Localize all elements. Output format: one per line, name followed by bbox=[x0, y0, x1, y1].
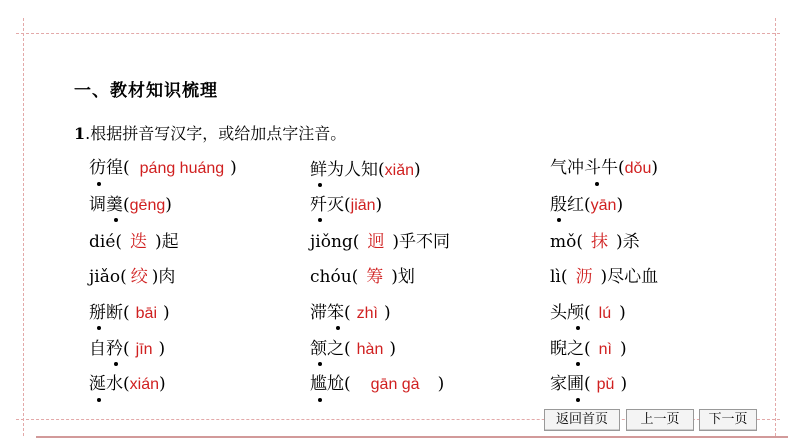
answer: hàn bbox=[356, 341, 384, 358]
frame-guide-top bbox=[16, 33, 780, 34]
emphasis-dot bbox=[336, 326, 340, 330]
answer: gān gà bbox=[370, 376, 420, 393]
emphasis-dot bbox=[576, 326, 580, 330]
exercise-item: mǒ( 抹 )杀 bbox=[550, 232, 640, 252]
exercise-item: 头颅( lú ) bbox=[550, 303, 626, 323]
exercise-item: 鲜为人知(xiǎn) bbox=[310, 160, 421, 180]
emphasis-dot bbox=[557, 218, 561, 222]
answer: lú bbox=[598, 305, 612, 322]
exercise-item: 歼灭(jiān) bbox=[310, 195, 383, 215]
emphasis-dot bbox=[318, 362, 322, 366]
exercise-item: lì( 沥 )尽心血 bbox=[550, 267, 659, 287]
exercise-item: 滞笨( zhì ) bbox=[310, 303, 391, 323]
answer: pǔ bbox=[596, 376, 615, 393]
answer: zhì bbox=[356, 305, 378, 322]
emphasis-dot bbox=[97, 398, 101, 402]
answer: 绞 bbox=[130, 267, 148, 287]
instruction-text: .根据拼音写汉字，或给加点字注音。 bbox=[85, 124, 347, 143]
section-title: 一、教材知识梳理 bbox=[74, 81, 218, 101]
exercise-item: 自矜( jīn ) bbox=[89, 339, 166, 359]
answer: páng huáng bbox=[139, 160, 225, 177]
exercise-item: 气冲斗牛(dǒu) bbox=[550, 158, 658, 178]
answer: 沥 bbox=[575, 267, 593, 287]
answer: jīn bbox=[135, 341, 153, 358]
exercise-item: 尴尬( gān gà ) bbox=[310, 374, 445, 394]
exercise-item: dié( 迭 )起 bbox=[89, 232, 179, 252]
exercise-item: 掰断( bāi ) bbox=[89, 303, 170, 323]
answer: 抹 bbox=[591, 232, 608, 252]
frame-guide-right bbox=[775, 18, 776, 436]
emphasis-dot bbox=[97, 326, 101, 330]
emphasis-dot bbox=[97, 182, 101, 186]
answer: bāi bbox=[135, 305, 157, 322]
exercise-item: 彷徨( páng huáng ) bbox=[89, 158, 237, 178]
emphasis-dot bbox=[114, 218, 118, 222]
emphasis-dot bbox=[318, 398, 322, 402]
exercise-item: jiǒng( 迥 )乎不同 bbox=[310, 232, 451, 252]
emphasis-dot bbox=[576, 362, 580, 366]
emphasis-dot bbox=[318, 183, 322, 187]
emphasis-dot bbox=[114, 362, 118, 366]
exercise-item: 殷红(yān) bbox=[550, 195, 624, 215]
instruction-number: 1 bbox=[74, 124, 86, 143]
exercise-item: chóu( 筹 )划 bbox=[310, 267, 415, 287]
answer: nì bbox=[598, 341, 612, 358]
answer: 迭 bbox=[130, 232, 148, 252]
answer: xián bbox=[129, 376, 159, 393]
answer: xiǎn bbox=[384, 162, 414, 179]
frame-guide-left bbox=[23, 18, 24, 436]
home-button[interactable]: 返回首页 bbox=[544, 409, 620, 431]
answer: gēng bbox=[129, 197, 166, 214]
instruction bbox=[74, 121, 346, 144]
exercise-item: jiǎo( 绞 )肉 bbox=[89, 267, 176, 287]
emphasis-dot bbox=[595, 182, 599, 186]
emphasis-dot bbox=[576, 398, 580, 402]
exercise-item: 调羹(gēng) bbox=[89, 195, 172, 215]
next-page-button[interactable]: 下一页 bbox=[699, 409, 757, 431]
answer: 筹 bbox=[366, 267, 384, 287]
answer: 迥 bbox=[367, 232, 385, 252]
emphasis-dot bbox=[318, 218, 322, 222]
answer: yān bbox=[590, 197, 617, 214]
exercise-item: 颔之( hàn ) bbox=[310, 339, 396, 359]
exercise-item: 睨之( nì ) bbox=[550, 339, 627, 359]
answer: dǒu bbox=[624, 160, 652, 177]
prev-page-button[interactable]: 上一页 bbox=[626, 409, 694, 431]
bottom-divider bbox=[36, 436, 788, 438]
exercise-item: 涎水(xián) bbox=[89, 374, 166, 394]
answer: jiān bbox=[350, 197, 376, 214]
exercise-item: 家圃( pǔ ) bbox=[550, 374, 628, 394]
